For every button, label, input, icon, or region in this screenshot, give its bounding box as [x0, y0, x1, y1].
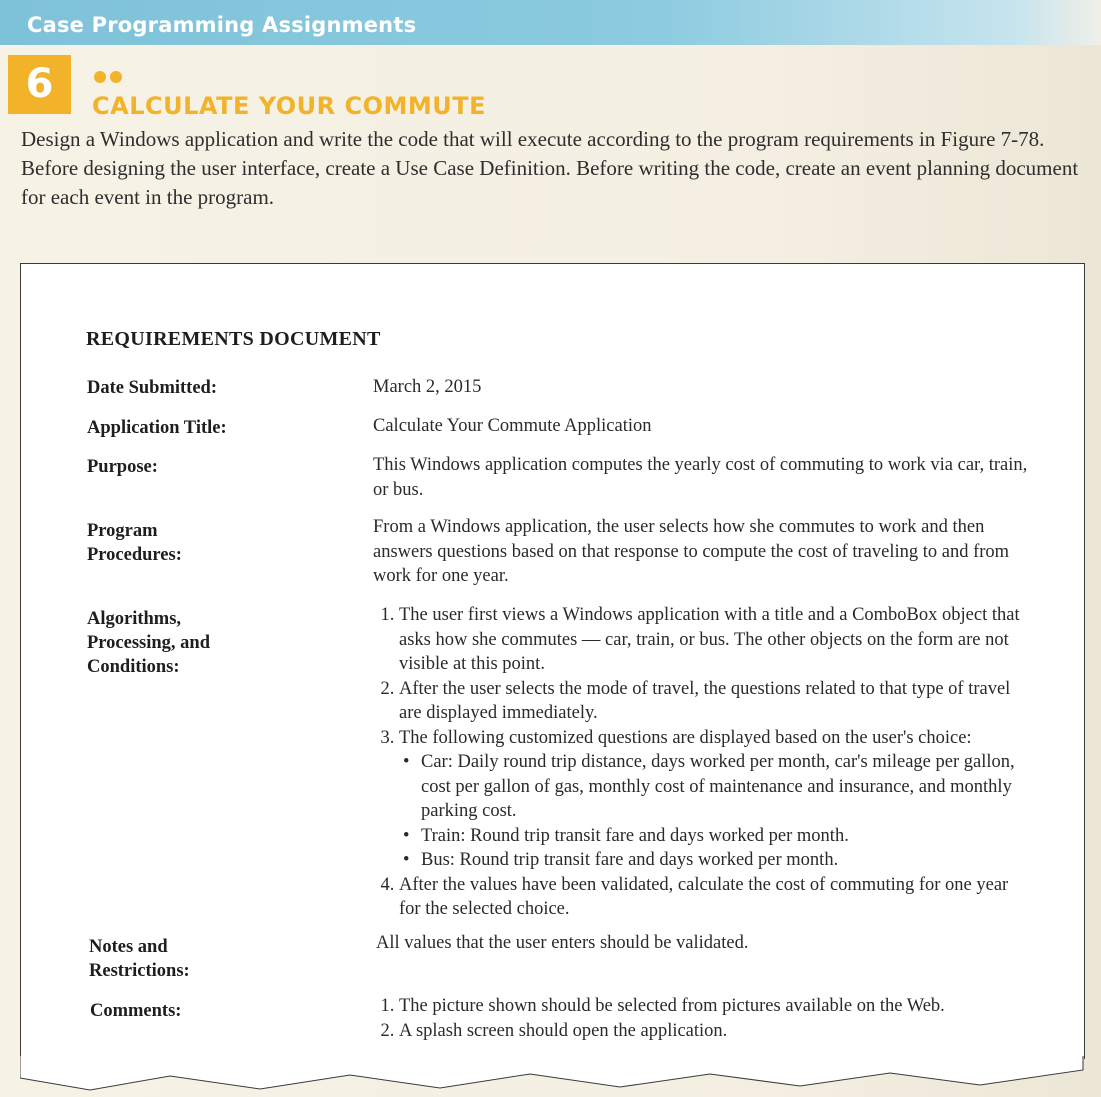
case-number-badge: 6	[8, 55, 71, 114]
purpose-value: This Windows application computes the yearly cost of commuting to work via car, train, or bus.	[373, 455, 1028, 500]
algorithm-step: 1. The user first views a Windows application with a title and a ComboBox object that asks how she commutes — car, train, or bus. The other objects on the form are not visible at this point.	[399, 603, 1033, 677]
difficulty-dot-icon	[110, 71, 122, 83]
app-title-label: Application Title:	[87, 418, 227, 438]
choice-item: • Train: Round trip transit fare and days worked per month.	[421, 824, 1033, 849]
difficulty-dots-icon	[94, 70, 126, 88]
comments-value	[373, 994, 1033, 1043]
banner-title: Case Programming Assignments	[27, 13, 417, 37]
case-intro: Design a Windows application and write the code that will execute according to the program requirements in Figure 7-78. Before designing the user interface, create a Use Case Definition. Before writing the code, create an event planning document for each event in the program.	[21, 127, 1079, 209]
algorithm-step: 4. After the values have been validated, calculate the cost of commuting for one year for the selected choice.	[399, 873, 1033, 922]
procedures-label	[87, 519, 182, 567]
notes-label-line: Notes and	[89, 937, 168, 957]
purpose-label: Purpose:	[87, 457, 158, 477]
date-value: March 2, 2015	[373, 377, 482, 397]
comment-list	[373, 994, 1033, 1043]
difficulty-dot-icon	[94, 71, 106, 83]
case-title: CALCULATE YOUR COMMUTE	[92, 92, 486, 120]
notes-label-line: Restrictions:	[89, 961, 190, 981]
algorithms-value	[373, 603, 1033, 922]
notes-value: All values that the user enters should be validated.	[376, 933, 749, 953]
algorithm-step: 2. After the user selects the mode of travel, the questions related to that type of travel are displayed immediately.	[399, 677, 1033, 726]
algorithms-label-line: Algorithms,	[87, 609, 182, 629]
section-banner	[0, 0, 1101, 45]
procedures-label-line: Program	[87, 521, 158, 541]
choice-item: • Bus: Round trip transit fare and days worked per month.	[421, 848, 1033, 873]
comments-label: Comments:	[90, 1001, 182, 1021]
algorithms-label-line: Processing, and	[87, 633, 211, 653]
algorithms-label-line: Conditions:	[87, 657, 180, 677]
comment-item: 1. The picture shown should be selected from pictures available on the Web.	[399, 994, 1033, 1019]
procedures-value: From a Windows application, the user selects how she commutes to work and then answers questions based on that response to compute the cost of traveling to and from work for one year.	[373, 517, 1010, 586]
algorithm-steps	[373, 603, 1033, 922]
document-heading: REQUIREMENTS DOCUMENT	[86, 328, 381, 350]
algorithms-label	[87, 607, 210, 679]
choice-item: • Car: Daily round trip distance, days worked per month, car's mileage per gallon, cost per gallon of gas, monthly cost of maintenance and insurance, and monthly parking cost.	[421, 750, 1033, 824]
date-label: Date Submitted:	[87, 378, 218, 398]
procedures-label-line: Procedures:	[87, 545, 182, 565]
notes-label	[89, 935, 190, 983]
algorithm-step	[399, 726, 1033, 873]
choice-list	[399, 750, 1033, 873]
torn-edge	[20, 1056, 1084, 1092]
algorithm-step-text: The following customized questions are displayed based on the user's choice:	[399, 727, 972, 748]
app-title-value: Calculate Your Commute Application	[373, 416, 652, 436]
comment-item: 2. A splash screen should open the application.	[399, 1019, 1033, 1044]
